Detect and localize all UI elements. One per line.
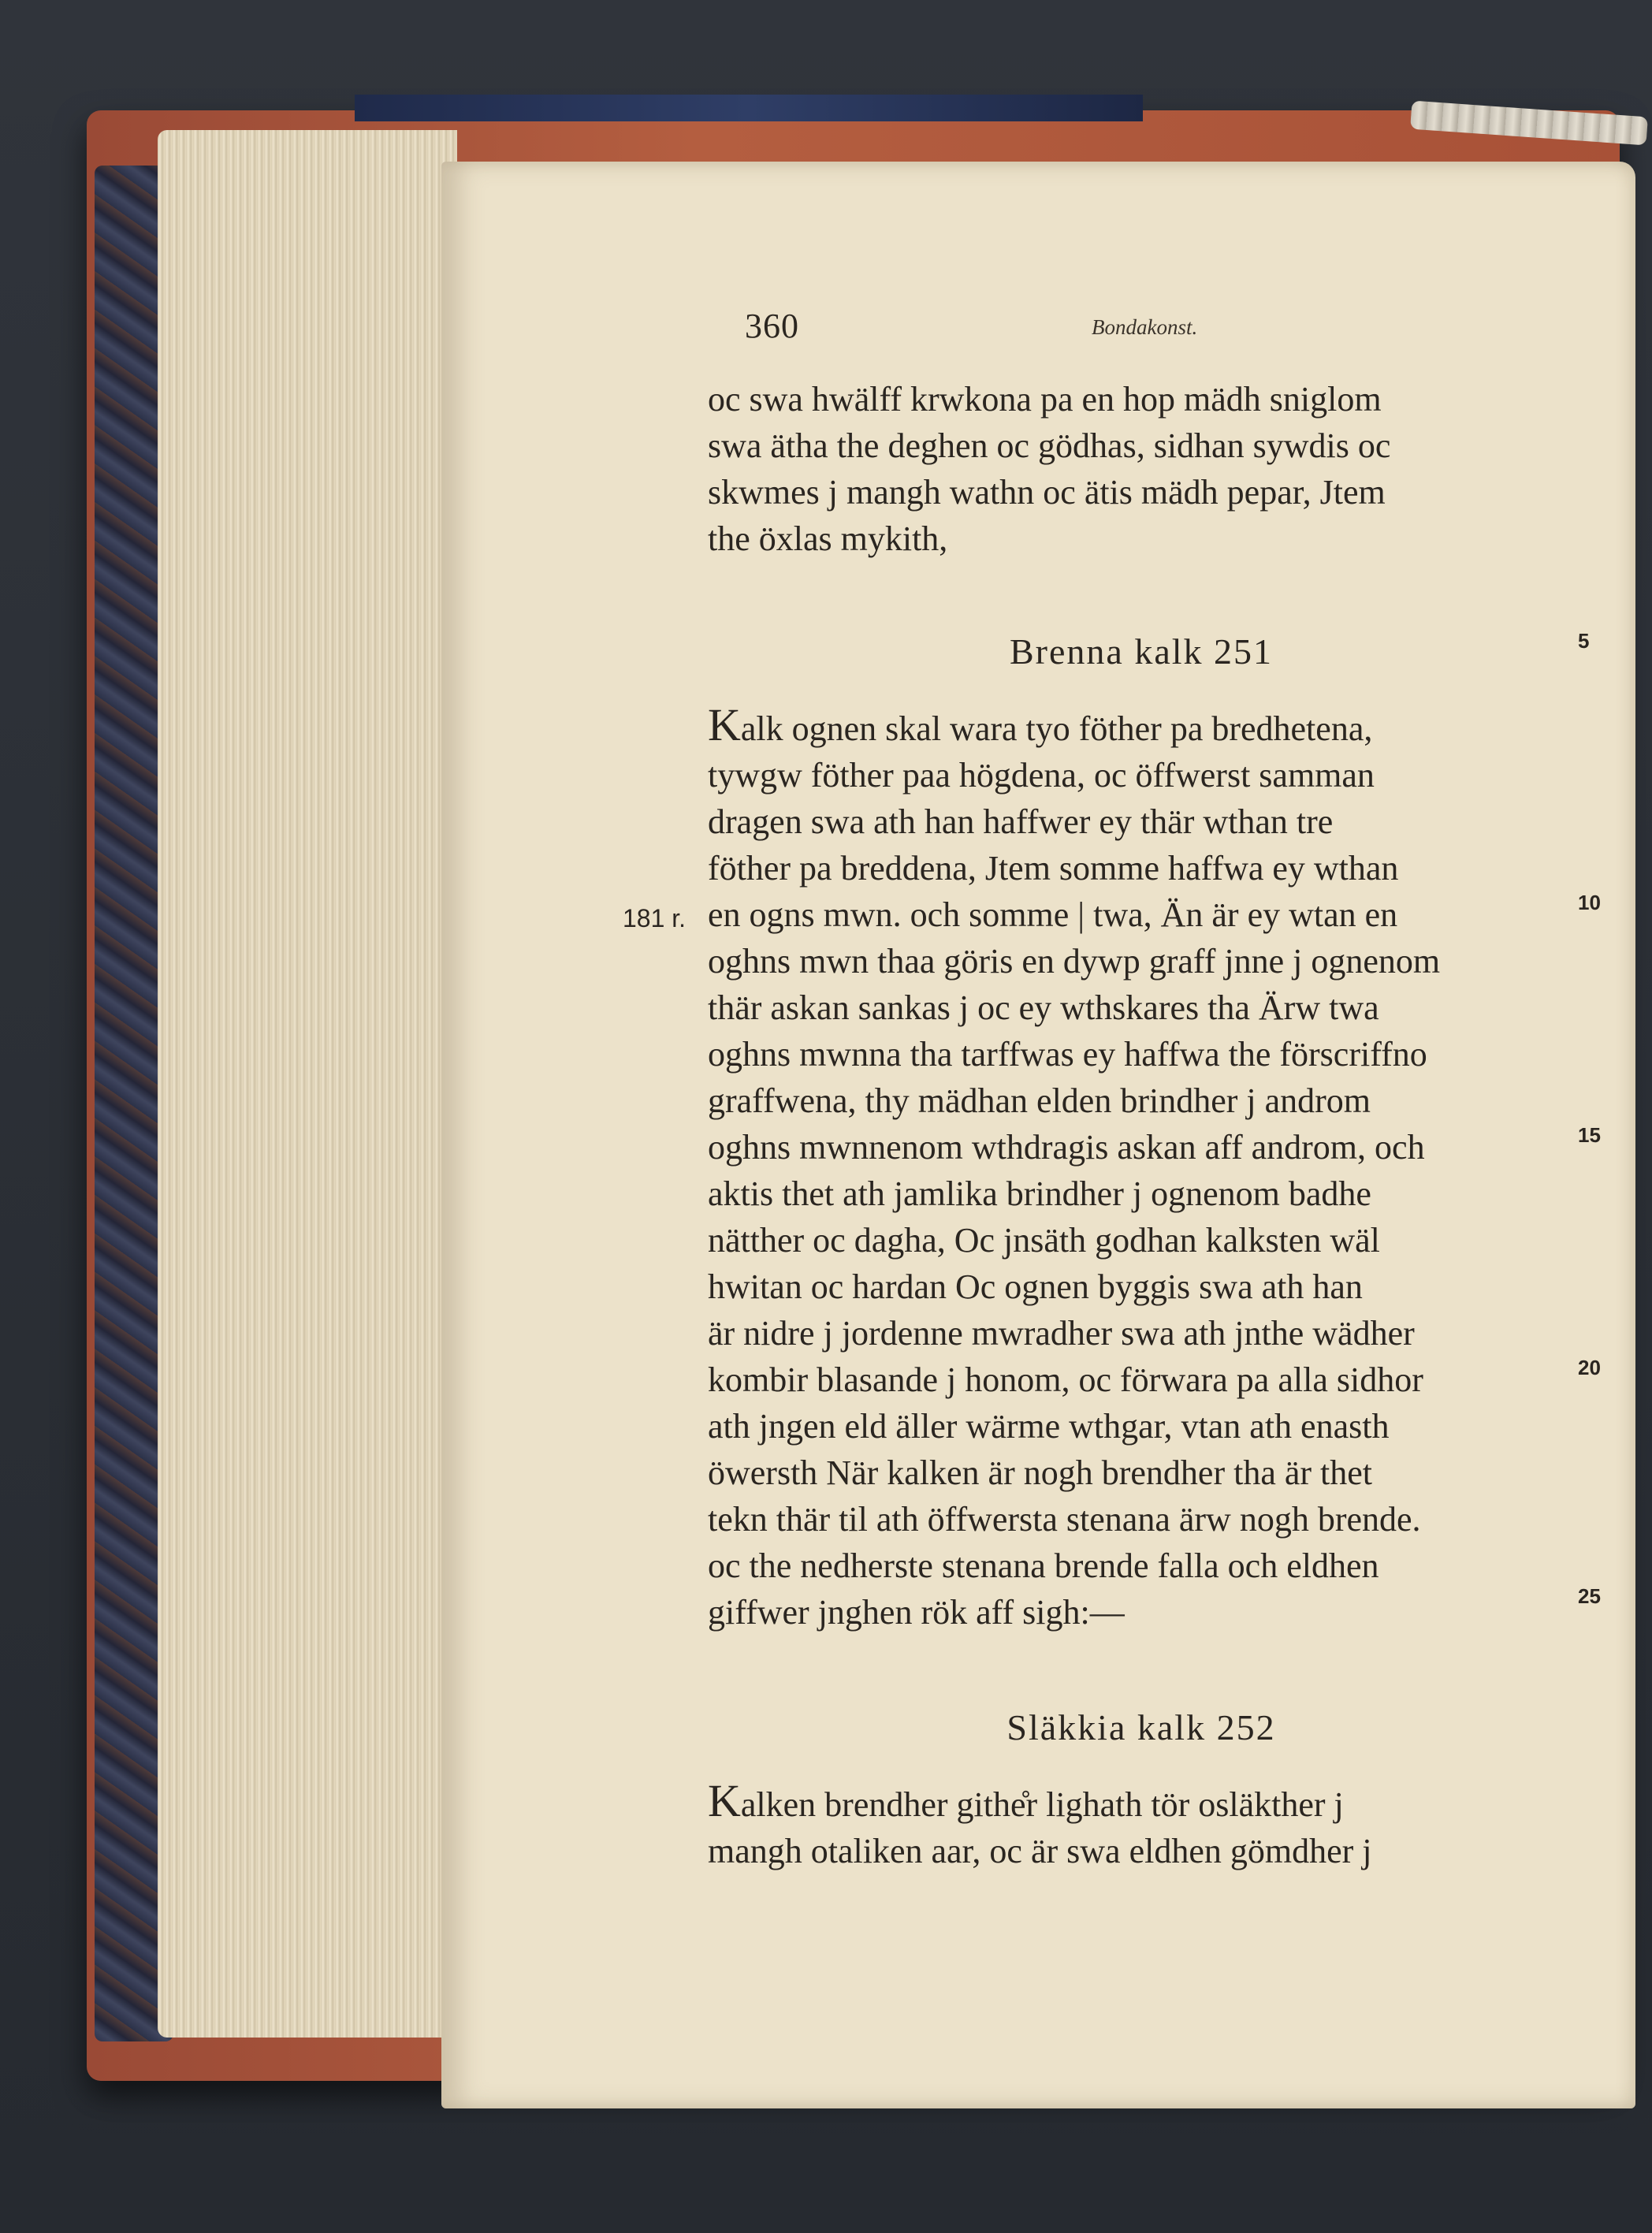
intro-paragraph [708, 376, 1575, 562]
text-line: oghns mwnnenom wthdragis askan aff androm, och [708, 1128, 1425, 1167]
text-line: giffwer jnghen rök aff sigh:— [708, 1593, 1125, 1632]
page-header [745, 306, 1565, 353]
line-number: 10 [1578, 891, 1601, 914]
running-title: Bondakonst. [1092, 315, 1198, 339]
section-252-paragraph [708, 1777, 1575, 1874]
text-line: tekn thär til ath öffwersta stenana ärw nogh brende. [708, 1500, 1421, 1539]
text-line: kombir blasande j honom, oc förwara pa alla sidhor [708, 1360, 1423, 1399]
drop-cap: K [708, 699, 741, 750]
page-number: 360 [745, 307, 799, 345]
text-line: oc swa hwälff krwkona pa en hop mädh sniglom [708, 380, 1382, 419]
text-line: the öxlas mykith, [708, 519, 948, 558]
folio-reference: 181 r. [623, 904, 686, 932]
line-number: 20 [1578, 1356, 1601, 1379]
text-line: dragen swa ath han haffwer ey thär wthan tre [708, 802, 1334, 841]
text-line: thär askan sankas j oc ey wthskares tha Ärw twa [708, 988, 1379, 1027]
text-line: en ogns mwn. och somme | twa, Än är ey wtan en [708, 895, 1398, 934]
line-number: 5 [1578, 629, 1590, 653]
text-line: hwitan oc hardan Oc ognen byggis swa ath han [708, 1267, 1363, 1306]
line-number: 25 [1578, 1584, 1601, 1608]
text-line [708, 699, 1575, 752]
text-line: aktis thet ath jamlika brindher j ognenom badhe [708, 1174, 1371, 1213]
drop-cap: K [708, 1775, 741, 1826]
page-edges [158, 130, 457, 2038]
text-line: ath jngen eld äller wärme wthgar, vtan ath enasth [708, 1407, 1390, 1446]
text-line: nätther oc dagha, Oc jnsäth godhan kalksten wäl [708, 1221, 1380, 1260]
text-line: oghns mwnna tha tarffwas ey haffwa the förscriffno [708, 1035, 1427, 1074]
text-line: oc the nedherste stenana brende falla och eldhen [708, 1546, 1379, 1585]
section-heading-252: Släkkia kalk 252 [1006, 1707, 1276, 1747]
text-line: graffwena, thy mädhan elden brindher j androm [708, 1081, 1371, 1120]
text-line: oghns mwn thaa göris en dywp graff jnne j ognenom [708, 942, 1441, 981]
section-251-paragraph [708, 699, 1575, 1636]
text-line: är nidre j jordenne mwradher swa ath jnthe wädher [708, 1314, 1415, 1353]
text-line-content: alken brendher githe̊r lighath tör osläkther j [740, 1785, 1344, 1824]
text-line: föther pa breddena, Jtem somme haffwa ey wthan [708, 849, 1399, 888]
line-number: 15 [1578, 1123, 1601, 1147]
text-line: skwmes j mangh wathn oc ätis mädh pepar, Jtem [708, 473, 1386, 512]
text-line-content: alk ognen skal wara tyo föther pa bredhetena, [740, 709, 1373, 748]
text-line [708, 1777, 1575, 1828]
text-line: tywgw föther paa högdena, oc öffwerst samman [708, 756, 1375, 795]
text-line: swa ätha the deghen oc gödhas, sidhan sywdis oc [708, 426, 1391, 465]
text-line: öwersth När kalken är nogh brendher tha är thet [708, 1453, 1373, 1492]
text-line: mangh otaliken aar, oc är swa eldhen gömdher j [708, 1832, 1372, 1870]
section-heading-251: Brenna kalk 251 [1009, 631, 1274, 672]
cover-top-band [355, 95, 1143, 121]
